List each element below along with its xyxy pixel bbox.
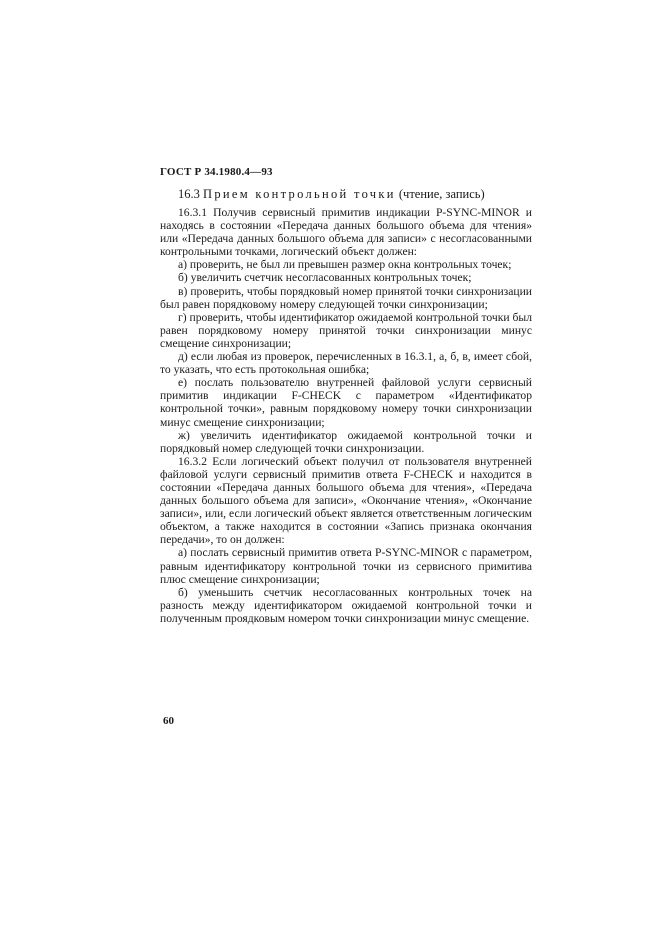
page-number: 60 — [163, 715, 174, 727]
list-item-g: г) проверить, чтобы идентификатор ожидаемой контрольной точки был равен порядковому номеру принятой точки синхронизации минус смещение синхронизации; — [160, 310, 532, 350]
list-item-2-b: б) уменьшить счетчик несогласованных контрольных точек на разность между идентификатором ожидаемой контрольной точки и полученным проядковым номером точки синхронизации минус смещение. — [160, 585, 532, 625]
list-item-zh: ж) увеличить идентификатор ожидаемой контрольной точки и порядковый номер следующей точки синхронизации. — [160, 428, 532, 455]
section-title-tail: (чтение, запись) — [398, 187, 485, 201]
list-item-v: в) проверить, чтобы порядковый номер принятой точки синхронизации был равен порядковому номеру следующей точки синхронизации; — [160, 284, 532, 311]
paragraph-16-3-1: 16.3.1 Получив сервисный примитив индикации P-SYNC-MINOR и находясь в состоянии «Передача данных большого объема для чтения» или «Передача данных большого объема для записи» с несогласованными контрольными точками, логический объект должен: — [160, 206, 532, 259]
section-title-main: Прием контрольной точки — [203, 187, 396, 201]
list-item-a: а) проверить, не был ли превышен размер окна контрольных точек; — [178, 258, 512, 272]
list-item-b: б) увеличить счетчик несогласованных контрольных точек; — [178, 271, 472, 285]
section-number: 16.3 — [178, 187, 200, 201]
paragraph-16-3-2: 16.3.2 Если логический объект получил от пользователя внутренней файловой услуги сервисный примитив ответа F-CHECK и находится в состоянии «Передача данных большого объема для чтения», «Передача данных большого объема для записи», «Окончание чтения», «Окончание записи», или, если логический объект является ответственным логическим объектом, а также находится в состоянии «Запись признака окончания передачи», то он должен: — [160, 454, 532, 547]
list-item-e: е) послать пользователю внутренней файловой услуги сервисный примитив индикации F-CHECK с параметром «Идентификатор контрольной точки», равным порядковому номеру точки синхронизации минус смещение синхронизации; — [160, 376, 532, 429]
section-title — [160, 187, 532, 202]
list-item-2-a: а) послать сервисный примитив ответа P-SYNC-MINOR с параметром, равным идентификатору контрольной точки из сервисного примитива плюс смещение синхронизации; — [160, 546, 532, 586]
document-body — [160, 187, 532, 625]
document-header: ГОСТ Р 34.1980.4—93 — [160, 166, 273, 178]
list-item-d: д) если любая из проверок, перечисленных в 16.3.1, а, б, в, имеет сбой, то указать, что есть протокольная ошибка; — [160, 350, 532, 377]
